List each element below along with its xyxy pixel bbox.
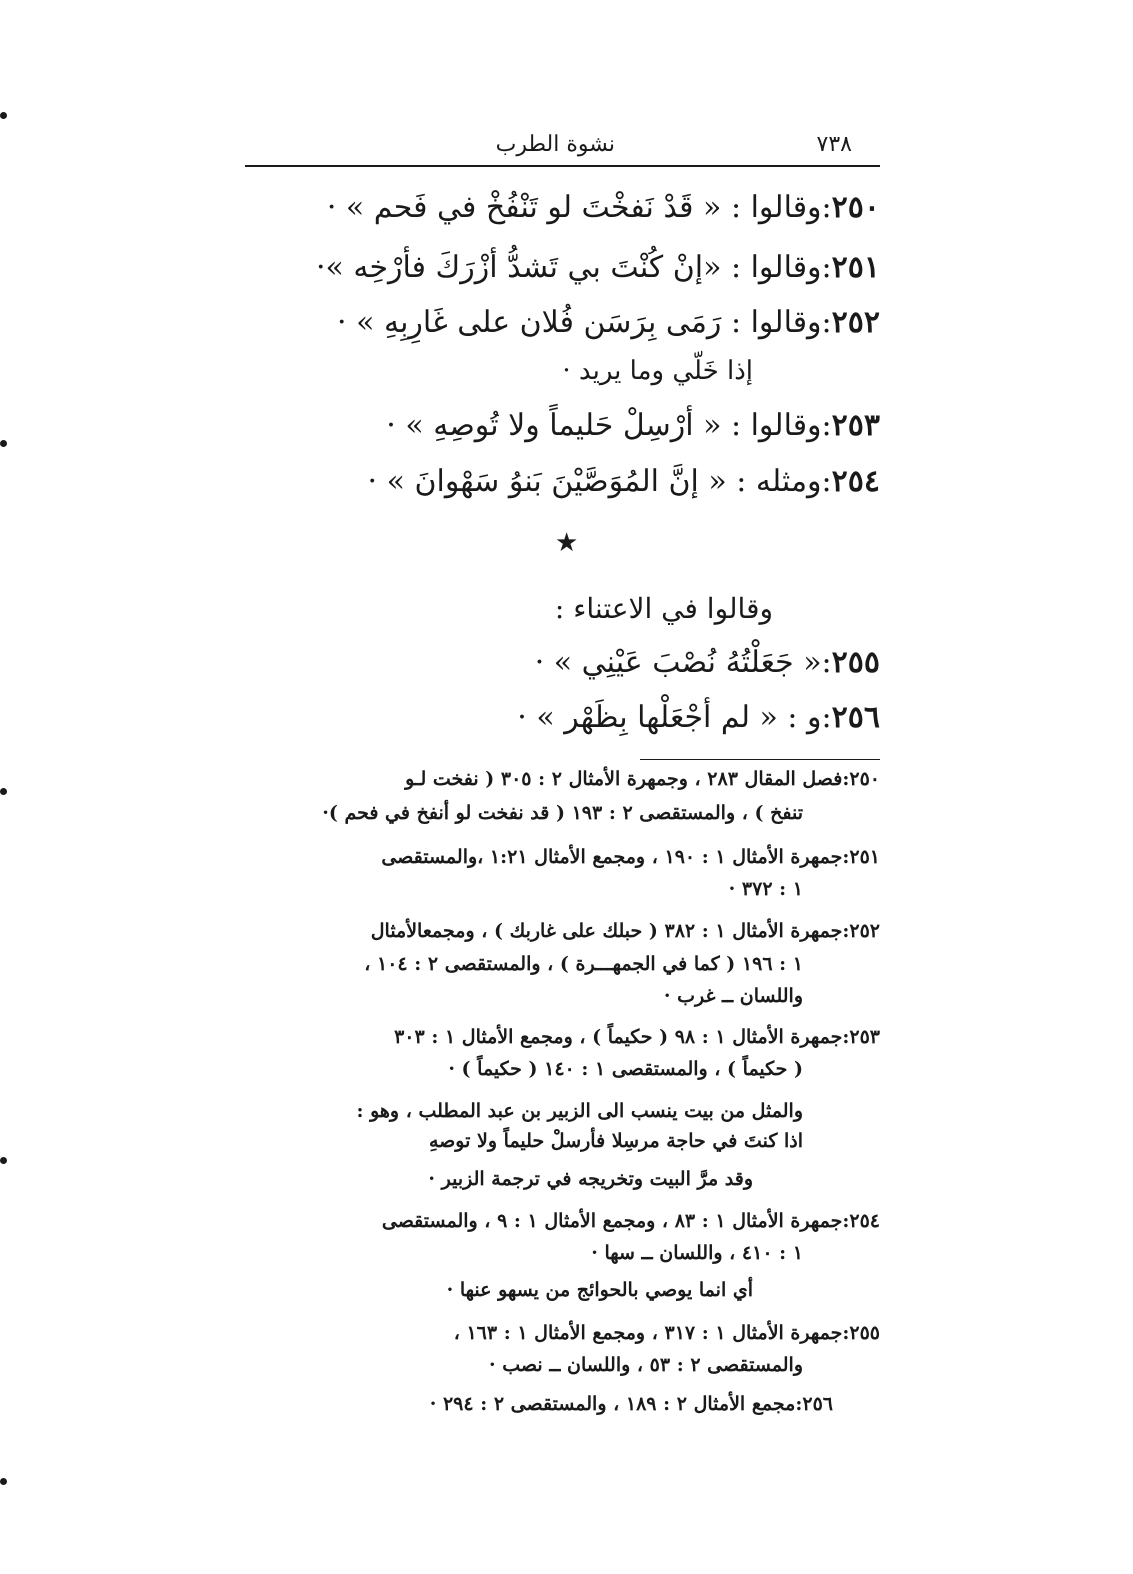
section-title: وقالوا في الاعتناء : — [554, 592, 773, 625]
footnote-line: ( حكيماً ) ، والمستقصى ١ : ١٤٠ ( حكيماً ) · — [448, 1058, 803, 1080]
footnote-rule — [640, 759, 880, 760]
verse-252 — [337, 305, 880, 340]
footnote-line: ٢٥٦:مجمع الأمثال ٢ : ١٨٩ ، والمستقصى ٢ : ٢٩٤ · — [429, 1393, 833, 1415]
verse-number: ٢٥٦ — [831, 700, 880, 735]
footnote-line: ٢٥٤:جمهرة الأمثال ١ : ٨٣ ، ومجمع الأمثال ١ : ٩ ، والمستقصى — [381, 1210, 880, 1232]
footnote-line: ٢٥٠:فصل المقال ٢٨٣ ، وجمهرة الأمثال ٢ : ٣٠٥ ( نفخت لـو — [405, 768, 880, 790]
scan-speck — [0, 788, 7, 795]
footnote-line: ١ : ١٩٦ ( كما في الجمهـــرة ) ، والمستقصى ٢ : ١٠٤ ، — [364, 953, 803, 975]
footnote-line: والمستقصى ٢ : ٥٣ ، واللسان ــ نصب · — [489, 1354, 803, 1376]
verse-number: ٢٥٥ — [831, 645, 880, 680]
footnote-line: ٢٥٥:جمهرة الأمثال ١ : ٣١٧ ، ومجمع الأمثال ١ : ١٦٣ ، — [453, 1322, 880, 1344]
footnote-line: ١ : ٤١٠ ، واللسان ــ سها · — [591, 1242, 803, 1264]
verse-253 — [386, 408, 880, 443]
verse-number: ٢٥٣ — [831, 408, 880, 443]
footnote-line: ٢٥٢:جمهرة الأمثال ١ : ٣٨٢ ( حبلك على غاربك ) ، ومجمعالأمثال — [370, 920, 880, 942]
verse-number: ٢٥١ — [831, 250, 880, 285]
footnote-verse: اذا كنتَ في حاجة مرسِلا فأرسلْ حليماً ولا توصهِ — [428, 1130, 803, 1152]
footnote-line: أي انما يوصي بالحوائج من يسهو عنها · — [446, 1279, 753, 1301]
page-header — [245, 128, 880, 164]
scan-speck — [0, 440, 7, 447]
verse-text: :وقالوا : رَمَى بِرَسَن فُلان على غَارِبِهِ » · — [337, 305, 832, 340]
book-title: نشوة الطرب — [495, 132, 615, 157]
scan-speck — [0, 112, 7, 119]
footnote-line: وقد مرَّ البيت وتخريجه في ترجمة الزبير · — [428, 1168, 753, 1190]
verse-number: ٢٥٢ — [831, 305, 880, 340]
verse-256 — [517, 700, 880, 735]
footnote-line: واللسان ــ غرب · — [663, 985, 803, 1007]
scan-speck — [0, 1478, 7, 1485]
header-rule — [245, 165, 880, 167]
scan-speck — [0, 1157, 7, 1164]
verse-number: ٢٥٠ — [831, 190, 880, 225]
verse-251 — [316, 250, 880, 285]
footnote-line: ١ : ٣٧٢ · — [728, 878, 803, 900]
verse-255 — [535, 645, 880, 680]
verse-252-gloss — [562, 356, 753, 386]
verse-text: :وقالوا : «إنْ كُنْتَ بي تَشدُّ أزْرَكَ فأرْخِه »· — [315, 250, 832, 285]
verse-number: ٢٥٤ — [831, 464, 880, 499]
gloss-text: إذا خَلّي وما يريد · — [562, 356, 753, 386]
verse-250 — [327, 190, 880, 225]
verse-text: :و : « لم أجْعَلْها بِظَهْر » · — [517, 700, 832, 735]
footnote-line: ٢٥٣:جمهرة الأمثال ١ : ٩٨ ( حكيماً ) ، ومجمع الأمثال ١ : ٣٠٣ — [394, 1026, 880, 1048]
footnote-line: تنفخ ) ، والمستقصى ٢ : ١٩٣ ( قد نفخت لو أنفخ في فحم )· — [322, 802, 803, 824]
page-number: ٧٣٨ — [816, 132, 852, 157]
verse-254 — [368, 464, 881, 499]
verse-text: :وقالوا : « أرْسِلْ حَليماً ولا تُوصِهِ » · — [386, 408, 832, 443]
footnote-line: والمثل من بيت ينسب الى الزبير بن عبد المطلب ، وهو : — [356, 1100, 803, 1122]
verse-text: :ومثله : « إنَّ المُوَصَّيْنَ بَنوُ سَهْوانَ » · — [367, 464, 832, 499]
verse-text: :وقالوا : « قَدْ نَفخْتَ لو تَنْفُخْ في فَحم » · — [326, 190, 832, 225]
footnote-line: ٢٥١:جمهرة الأمثال ١ : ١٩٠ ، ومجمع الأمثال ١:٢١ ،والمستقصى — [381, 846, 880, 868]
verse-text: :« جَعَلْتُهُ نُصْبَ عَيْنِي » · — [534, 645, 832, 680]
section-star: ★ — [555, 528, 579, 558]
